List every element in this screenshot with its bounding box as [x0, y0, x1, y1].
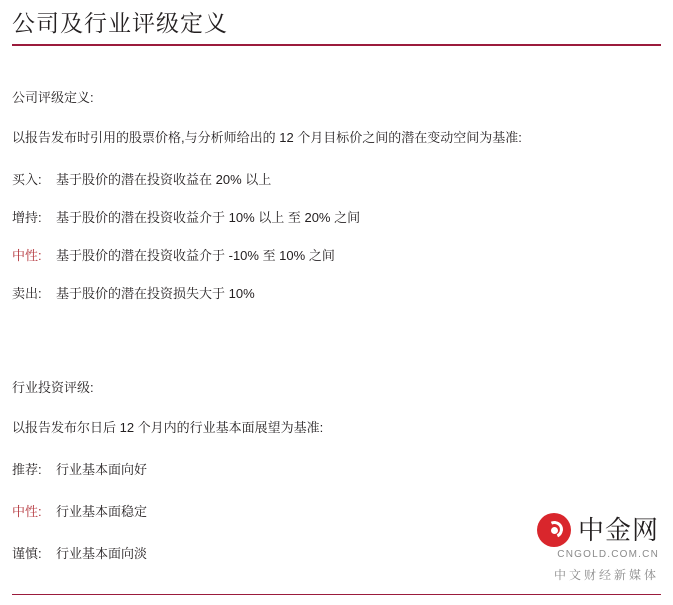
industry-section-heading: 行业投资评级:	[12, 380, 94, 395]
rating-description: 基于股价的潜在投资收益在 20% 以上	[56, 172, 272, 187]
industry-section-basis: 以报告发布尔日后 12 个月内的行业基本面展望为基准:	[12, 420, 324, 435]
rating-row	[12, 284, 661, 304]
rating-description: 基于股价的潜在投资收益介于 -10% 至 10% 之间	[56, 248, 335, 263]
rating-label: 卖出:	[12, 286, 42, 301]
rating-row	[12, 246, 661, 266]
rating-label: 增持:	[12, 210, 42, 225]
page-title: 公司及行业评级定义	[12, 10, 228, 36]
company-rating-section	[12, 88, 661, 304]
rating-description: 行业基本面稳定	[56, 504, 148, 519]
logo-main	[479, 513, 659, 547]
rating-label: 推荐:	[12, 462, 42, 477]
rating-label: 中性:	[12, 248, 42, 263]
rating-row	[12, 460, 661, 480]
company-section-heading: 公司评级定义:	[12, 90, 94, 105]
title-divider	[12, 44, 661, 46]
company-section-basis: 以报告发布时引用的股票价格,与分析师给出的 12 个月目标价之间的潜在变动空间为基准:	[12, 130, 522, 145]
rating-row	[12, 208, 661, 228]
rating-description: 基于股价的潜在投资收益介于 10% 以上 至 20% 之间	[56, 210, 361, 225]
rating-description: 基于股价的潜在投资损失大于 10%	[56, 286, 255, 301]
rating-row	[12, 170, 661, 190]
rating-description: 行业基本面向好	[56, 462, 148, 477]
brand-name: 中金网	[577, 515, 659, 545]
brand-tagline: 中文财经新媒体	[553, 568, 659, 582]
rating-description: 行业基本面向淡	[56, 546, 148, 561]
document-content	[12, 88, 661, 586]
section-spacer	[12, 322, 661, 378]
rating-label: 买入:	[12, 172, 42, 187]
rating-label: 中性:	[12, 504, 42, 519]
footer-divider	[12, 594, 661, 595]
title-block	[12, 8, 661, 46]
watermark-logo	[479, 513, 659, 583]
spiral-circle-icon	[537, 513, 571, 547]
brand-url: CNGOLD.COM.CN	[557, 549, 659, 560]
rating-label: 谨慎:	[12, 546, 42, 561]
